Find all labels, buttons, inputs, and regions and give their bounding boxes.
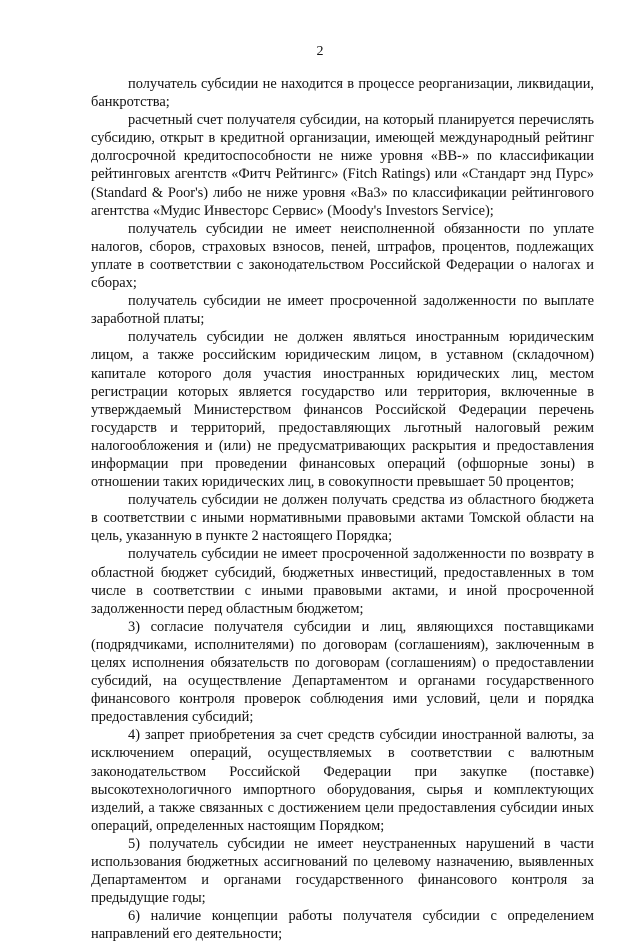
paragraph: получатель субсидии не имеет просроченной задолженности по возврату в областной бюджет субсидий, бюджетных инвестиций, предоставленных в том числе в соответствии с иными правовыми актами, и иной просроченной задолженности перед областным бюджетом;: [91, 546, 594, 617]
page-number: 2: [316, 44, 324, 59]
paragraph: получатель субсидии не имеет неисполненной обязанности по уплате налогов, сборов, страховых взносов, пеней, штрафов, процентов, подлежащих уплате в соответствии с законодательством Российской Федерации о налогах и сборах;: [91, 220, 594, 292]
paragraph: получатель субсидии не должен получать средства из областного бюджета в соответствии с иными нормативными правовыми актами Томской области на цель, указанную в пункте 2 настоящего Порядка;: [91, 492, 594, 545]
paragraph: 4) запрет приобретения за счет средств субсидии иностранной валюты, за исключением операций, осуществляемых в соответствии с валютным законодательством Российской Федерации при закупке (поставке) высокотехнологичного импортного оборудования, сырья и комплектующих изделий, а также связанных с достижением цели предоставления субсидии иных операций, определенных настоящим Порядком;: [91, 727, 594, 834]
paragraph: 3) согласие получателя субсидии и лиц, являющихся поставщиками (подрядчиками, исполнителями) по договорам (соглашениям), заключенным в целях исполнения обязательств по договорам (соглашениям) о предоставлении субсидий, на осуществление Департаментом и органами государственного финансового контроля проверок соблюдения ими условий, цели и порядка предоставления субсидий;: [91, 618, 594, 726]
paragraph: получатель субсидии не должен являться иностранным юридическим лицом, а также российским юридическим лицом, в уставном (складочном) капитале которого доля участия иностранных юридических лиц, местом регистрации которых является государство или территория, включенные в утверждаемый Министерством финансов Российской Федерации перечень государств и территорий, предоставляющих льготный налоговый режим налогообложения и (или) не предусматривающих раскрытия и предоставления информации при проведении финансовых операций (офшорные зоны) в отношении таких юридических лиц, в совокупности превышает 50 процентов;: [91, 329, 594, 491]
paragraph: расчетный счет получателя субсидии, на который планируется перечислять субсидию, открыт в кредитной организации, имеющей международный рейтинг долгосрочной кредитоспособности не ниже уровня «BB-» по классификации рейтинговых агентств «Фитч Рейтингс» (Fitch Ratings) или «Стандарт энд Пурс» (Standard & Poor's) либо не ниже уровня «Ba3» по классификации рейтингового агентства «Мудис Инвесторс Сервис» (Moody's Investors Service);: [91, 112, 594, 219]
paragraph: получатель субсидии не находится в процессе реорганизации, ликвидации, банкротства;: [91, 76, 594, 111]
paragraph: получатель субсидии не имеет просроченной задолженности по выплате заработной платы;: [91, 293, 594, 328]
paragraph: 6) наличие концепции работы получателя субсидии с определением направлений его деятельности;: [91, 908, 594, 943]
paragraph: 5) получатель субсидии не имеет неустраненных нарушений в части использования бюджетных ассигнований по целевому назначению, выявленных Департаментом и органами государственного финансового контроля за предыдущие годы;: [91, 835, 594, 907]
document-body: [91, 75, 594, 944]
